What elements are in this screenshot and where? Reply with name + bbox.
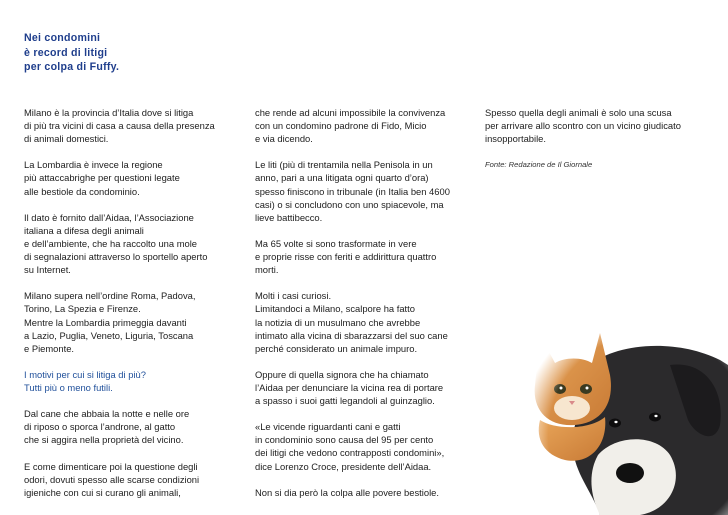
headline-line-3: per colpa di Fuffy. [24, 61, 120, 74]
paragraph: La Lombardia è invece la regione più attaccabrighe per questioni legate alle bestiole da condominio. [24, 159, 180, 197]
paragraph: Molti i casi curiosi. Limitandoci a Milano, scalpore ha fatto la notizia di un musulmano che avrebbe intimato alla vicina di sbarazzarsi del suo cane perché considerato un animale impuro. [255, 290, 448, 354]
headline [24, 31, 244, 75]
quote-paragraph: «Le vicende riguardanti cani e gatti in condominio sono causa del 95 per cento dei litigi che vedono contrapposti condomini», dice Lorenzo Croce, presidente dell’Aidaa. [255, 421, 445, 472]
paragraph: Milano è la provincia d’Italia dove si litiga di più tra vicini di casa a causa della presenza di animali domestici. [24, 107, 215, 145]
paragraph: Il dato è fornito dall’Aidaa, l’Associazione italiana a difesa degli animali e dell’ambiente, che ha raccolto una mole di segnalazioni attraverso lo sportello aperto su Internet. [24, 211, 208, 276]
paragraph: che rende ad alcuni impossibile la convivenza con un condomino padrone di Fido, Micio e via dicendo. [255, 107, 446, 145]
kitten-and-dog-photo [520, 305, 728, 515]
paragraph: Non si dia però la colpa alle povere bestiole. [255, 486, 439, 498]
headline-line-1: Nei condomini [24, 32, 101, 44]
paragraph: Le liti (più di trentamila nella Penisola in un anno, pari a una litigata ogni quarto d’ora) spesso finiscono in tribunale (in Italia ben 4600 casi) o si concludono con uno spiacevole, ma lieve battibecco. [255, 159, 450, 223]
paragraph: Milano supera nell’ordine Roma, Padova, Torino, La Spezia e Firenze. Mentre la Lombardia primeggia davanti a Lazio, Puglia, Veneto, Liguria, Toscana e Piemonte. [24, 290, 196, 354]
highlight-question: I motivi per cui si litiga di più? Tutti più o meno futili. [24, 368, 146, 393]
source-credit: Fonte: Redazione de Il Giornale [485, 160, 593, 170]
headline-line-2: è record di litigi [24, 46, 108, 59]
article-column-3 [485, 106, 720, 185]
article-column-2 [255, 106, 481, 512]
paragraph: Oppure di quella signora che ha chiamato l’Aidaa per denunciare la vicina rea di portare a spasso i suoi gatti legandoli al guinzaglio. [255, 368, 444, 407]
paragraph: Ma 65 volte si sono trasformate in vere e proprie risse con feriti e addirittura quattro morti. [255, 237, 437, 276]
paragraph: Dal cane che abbaia la notte e nelle ore di riposo o sporca l’androne, al gatto che si aggira nella proprietà del vicino. [24, 408, 190, 446]
paragraph: Spesso quella degli animali è solo una scusa per arrivare allo scontro con un vicino giudicato insopportabile. [485, 107, 681, 145]
paragraph: E come dimenticare poi la questione degli odori, dovuti spesso alle scarse condizioni igieniche con cui si curano gli animali, [24, 460, 200, 498]
article-column-1 [24, 106, 252, 512]
